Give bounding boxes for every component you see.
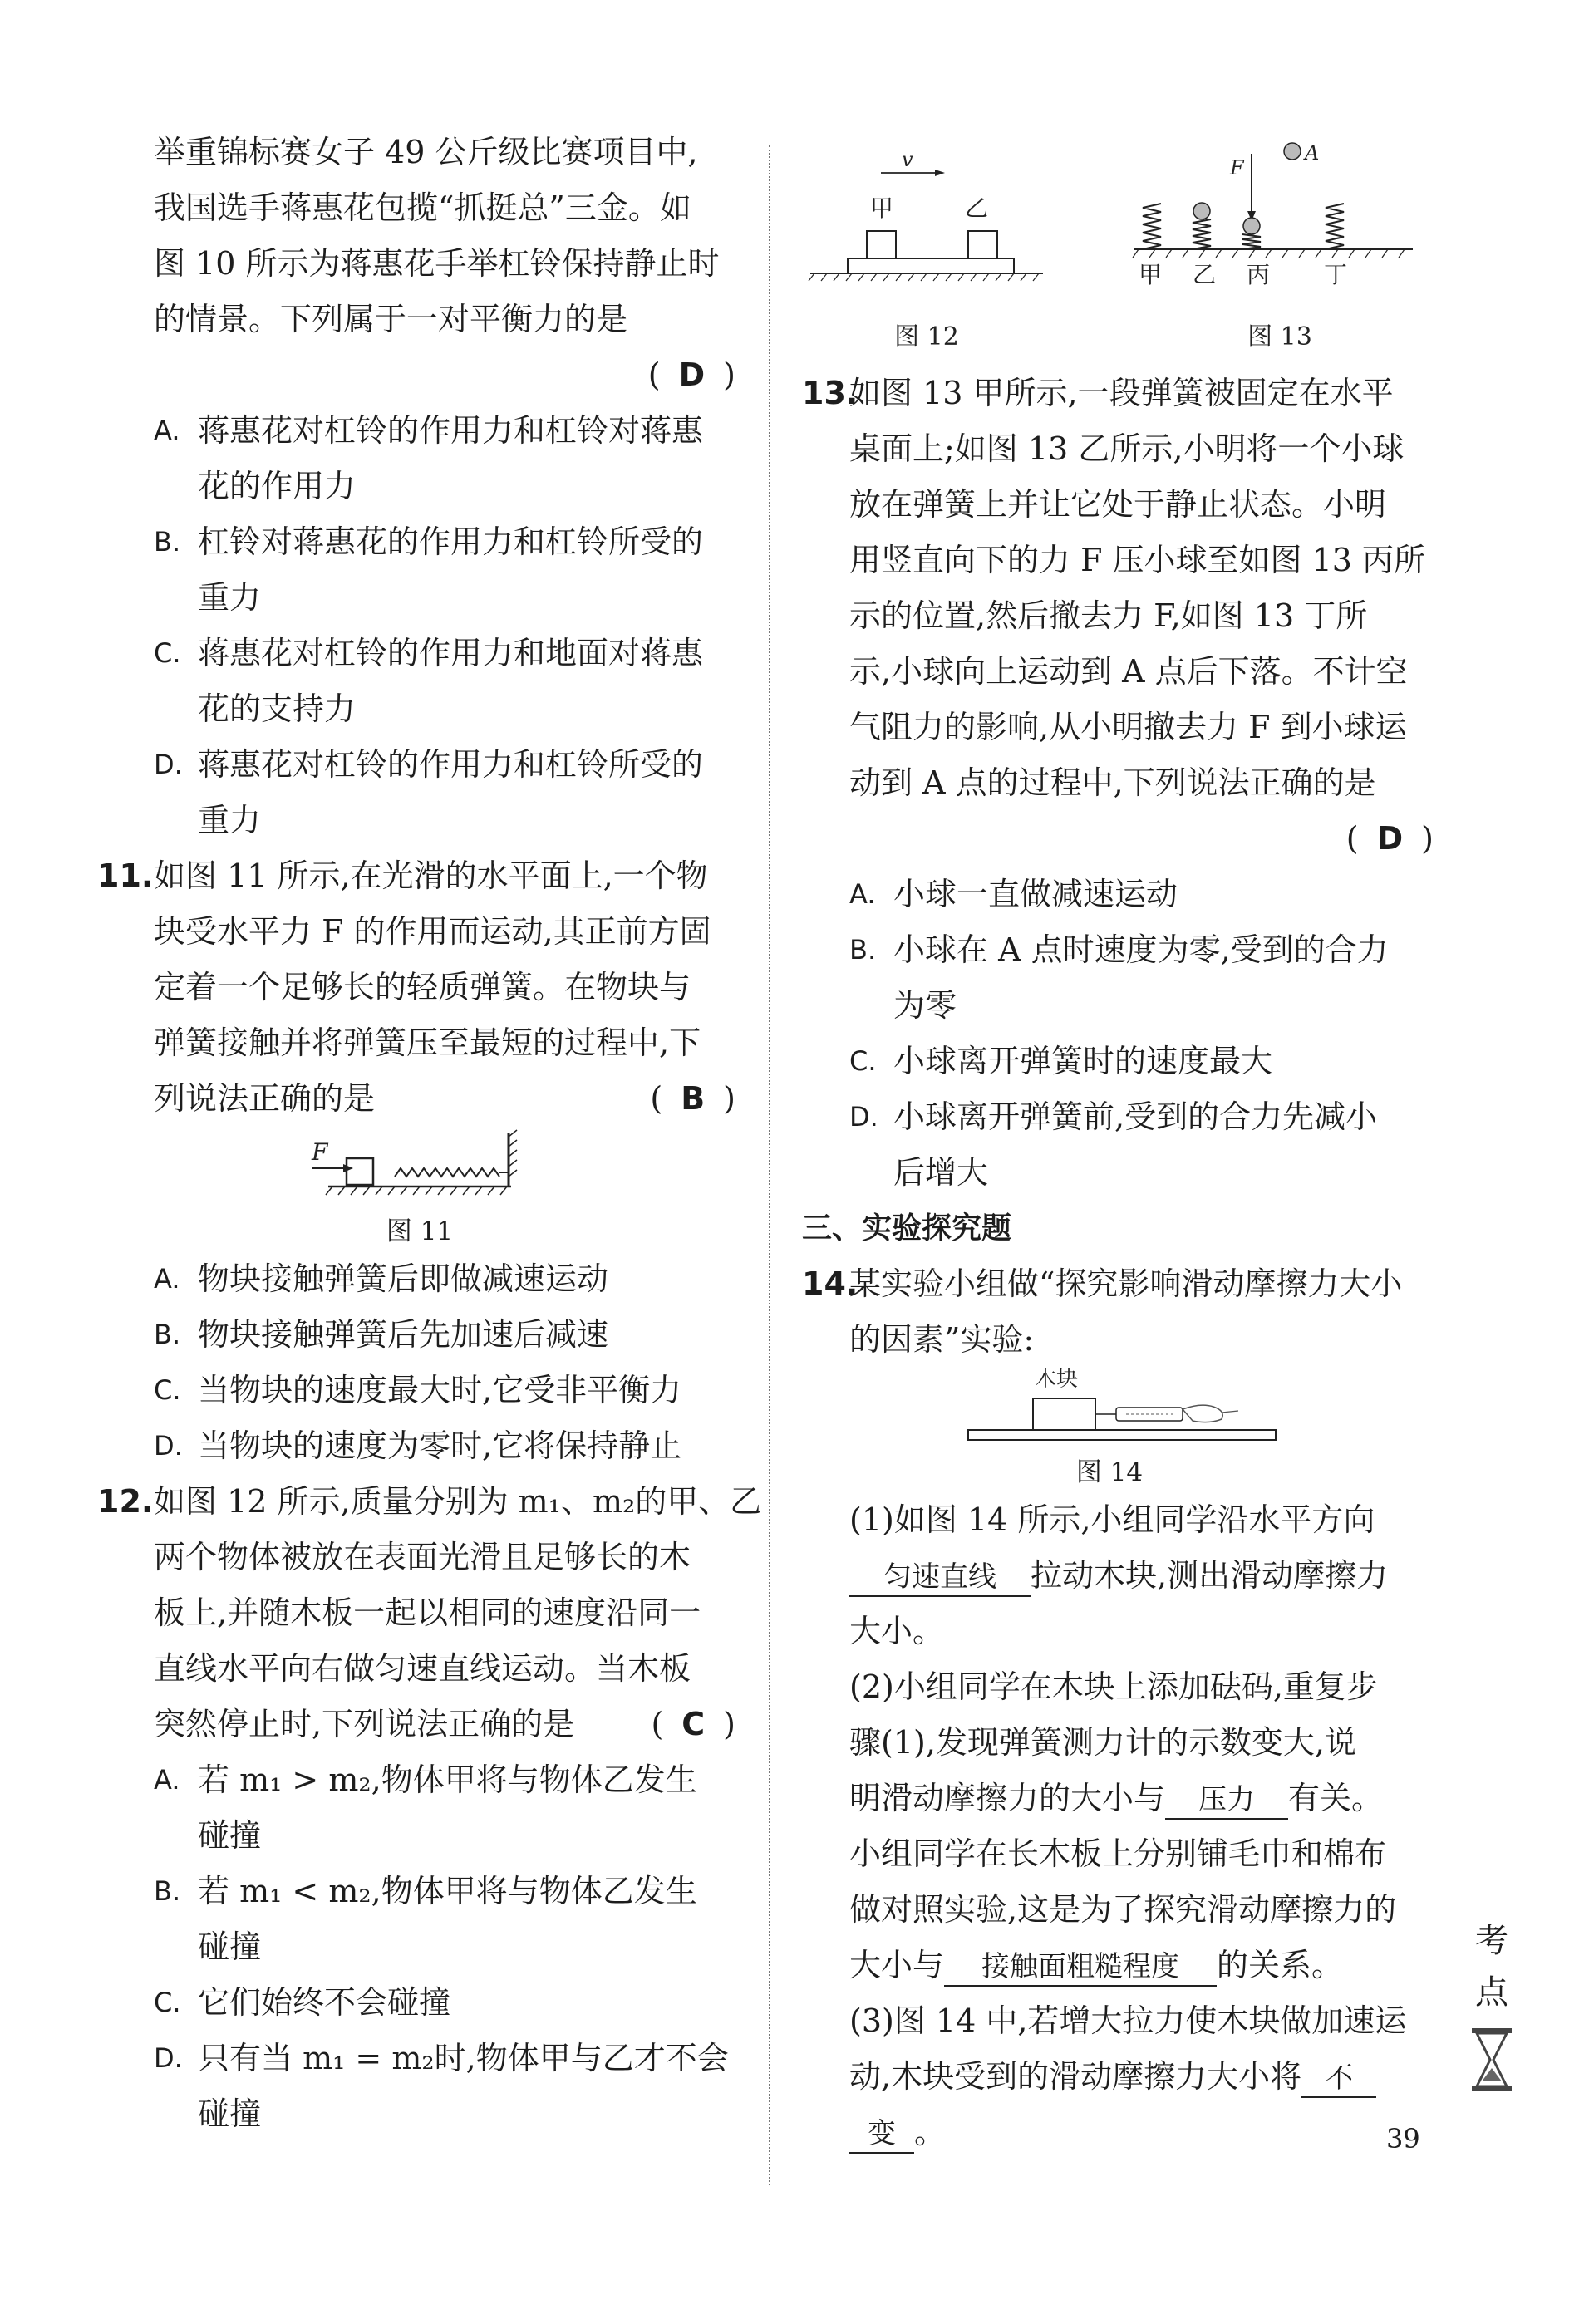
q13-option-d: D. 小球离开弹簧前,受到的合力先减小 — [849, 1098, 1378, 1135]
spring-yi — [1193, 219, 1211, 249]
q11-line: 弹簧接触并将弹簧压至最短的过程中,下 — [154, 1024, 701, 1061]
q12-line: 两个物体被放在表面光滑且足够长的木 — [154, 1539, 691, 1575]
q11-option-c: C. 当物块的速度最大时,它受非平衡力 — [154, 1372, 682, 1408]
q10-option-c-cont: 花的支持力 — [198, 690, 357, 727]
figure-14-caption: 图 14 — [1075, 1457, 1144, 1487]
long-board — [968, 1430, 1276, 1440]
answer-blank-4a: 不 — [1301, 2060, 1376, 2098]
q13-line: 示,小球向上运动到 A 点后下落。不计空 — [849, 653, 1408, 690]
figure-11-caption: 图 11 — [386, 1216, 454, 1246]
figure-11 — [154, 1127, 735, 1251]
spring — [395, 1168, 499, 1177]
figure-14 — [802, 1368, 1434, 1492]
spring-bing — [1242, 234, 1261, 249]
fig13-label-ding: 丁 — [1324, 261, 1348, 288]
figure-14-drawing — [802, 1361, 1434, 1452]
force-arrowhead — [343, 1164, 353, 1172]
q11-option-a: A. 物块接触弹簧后即做减速运动 — [154, 1260, 609, 1297]
q12-line: 突然停止时,下列说法正确的是 ( C ) — [154, 1697, 735, 1752]
q14-part1-line2: 匀速直线 拉动木块,测出滑动摩擦力 — [849, 1548, 1434, 1604]
fig12-label-jia: 甲 — [870, 194, 894, 222]
q11-line: 块受水平力 F 的作用而运动,其正前方固 — [154, 913, 711, 950]
q14-part3-line3: 变 。 — [849, 2105, 1434, 2160]
fig12-caption: 图 12 — [894, 322, 959, 351]
hourglass-icon — [1467, 2027, 1517, 2093]
q10-answer: ( D ) — [647, 356, 735, 393]
right-column — [802, 366, 1434, 2160]
ball-yi — [1193, 203, 1210, 219]
side-tab-char-1: 考 — [1475, 1922, 1508, 1960]
answer-blank-2: 压力 — [1165, 1781, 1288, 1820]
section-heading: 三、实验探究题 — [802, 1211, 1012, 1246]
answer-blank-1: 匀速直线 — [849, 1559, 1031, 1597]
q12-option-b-cont: 碰撞 — [198, 1928, 262, 1965]
fig14-block-label: 木块 — [1035, 1367, 1079, 1392]
q14-line: 的因素”实验: — [849, 1321, 1035, 1358]
q10-line: 的情景。下列属于一对平衡力的是 — [154, 301, 628, 337]
ball-bing — [1243, 218, 1260, 234]
q12-option-d: D. 只有当 m₁ = m₂时,物体甲与乙才不会 — [154, 2040, 729, 2076]
fig13-caption: 图 13 — [1247, 322, 1312, 351]
q10-line: 我国选手蒋惠花包揽“抓挺总”三金。如 — [154, 189, 691, 226]
q11-answer: ( B ) — [650, 1080, 735, 1117]
q14-part1: (1)如图 14 所示,小组同学沿水平方向 — [849, 1501, 1375, 1538]
q12-stem: 12. 如图 12 所示,质量分别为 m₁、m₂的甲、乙 — [97, 1483, 762, 1520]
board — [848, 258, 1014, 273]
q11-stem: 11. 如图 11 所示,在光滑的水平面上,一个物 — [97, 857, 708, 894]
q14-part1-line3: 大小。 — [849, 1613, 945, 1649]
q12-option-b: B. 若 m₁ < m₂,物体甲将与物体乙发生 — [154, 1873, 697, 1909]
side-tab-char-2: 点 — [1475, 1973, 1508, 2012]
q13-answer-line — [802, 811, 1434, 867]
q10-line: 举重锦标赛女子 49 公斤级比赛项目中, — [154, 134, 698, 170]
fig13-label-yi: 乙 — [1193, 261, 1217, 288]
answer-blank-3: 接触面粗糙程度 — [944, 1948, 1217, 1987]
q13-option-b-cont: 为零 — [893, 987, 957, 1024]
q13-answer: ( D ) — [1345, 820, 1434, 857]
q14-part2-line: 明滑动摩擦力的大小与 压力 有关。 — [849, 1771, 1434, 1826]
q14-part2-line: 小组同学在长木板上分别铺毛巾和棉布 — [849, 1835, 1387, 1872]
block-yi — [968, 231, 997, 258]
q14-stem: 14. 某实验小组做“探究影响滑动摩擦力大小 — [802, 1265, 1403, 1302]
spring-ding — [1326, 204, 1344, 249]
fig13-label-bing: 丙 — [1247, 261, 1271, 288]
q14-part2-line: 做对照实验,这是为了探究滑动摩擦力的 — [849, 1891, 1397, 1928]
q12-line: 直线水平向右做匀速直线运动。当木板 — [154, 1650, 691, 1687]
force-label: F — [312, 1138, 328, 1166]
q10-answer-line — [154, 347, 735, 403]
answer-blank-4b: 变 — [849, 2115, 914, 2154]
q14-part2-line: 骤(1),发现弹簧测力计的示数变大,说 — [849, 1724, 1356, 1761]
q14-part3-line2: 动,木块受到的滑动摩擦力大小将 不 — [849, 2049, 1434, 2105]
fig13-label-jia: 甲 — [1139, 261, 1163, 288]
fig13-force-label: F — [1230, 156, 1244, 179]
q13-line: 桌面上;如图 13 乙所示,小明将一个小球 — [849, 430, 1405, 467]
q12-option-d-cont: 碰撞 — [198, 2096, 262, 2132]
q13-line: 气阻力的影响,从小明撤去力 F 到小球运 — [849, 709, 1407, 745]
wood-block — [1033, 1398, 1095, 1430]
block — [347, 1158, 373, 1185]
q10-option-d-cont: 重力 — [198, 802, 262, 838]
q12-answer: ( C ) — [651, 1706, 735, 1742]
velocity-arrowhead — [935, 170, 945, 176]
q14-part3: (3)图 14 中,若增大拉力使木块做加速运 — [849, 2002, 1407, 2039]
q12-option-a-cont: 碰撞 — [198, 1817, 262, 1854]
q13-option-b: B. 小球在 A 点时速度为零,受到的合力 — [849, 931, 1389, 968]
q11-option-b: B. 物块接触弹簧后先加速后减速 — [154, 1316, 609, 1353]
q13-line: 用竖直向下的力 F 压小球至如图 13 丙所 — [849, 542, 1426, 578]
q13-stem: 13. 如图 13 甲所示,一段弹簧被固定在水平 — [802, 375, 1394, 411]
spring-jia — [1143, 204, 1161, 249]
column-divider — [769, 145, 770, 2185]
ground-hatch — [326, 1187, 507, 1195]
q10-option-b-cont: 重力 — [198, 579, 262, 616]
hand-finger — [1222, 1411, 1238, 1413]
q10-option-a-cont: 花的作用力 — [198, 468, 357, 504]
side-tab — [1463, 1915, 1521, 2108]
q14-part2: (2)小组同学在木块上添加砝码,重复步 — [849, 1668, 1378, 1705]
q13-line: 动到 A 点的过程中,下列说法正确的是 — [849, 764, 1376, 801]
q11-line: 定着一个足够长的轻质弹簧。在物块与 — [154, 969, 691, 1005]
q12-line: 板上,并随木板一起以相同的速度沿同一 — [154, 1594, 701, 1631]
q13-line: 放在弹簧上并让它处于静止状态。小明 — [849, 486, 1387, 523]
point-a-label: A — [1305, 141, 1320, 165]
hand — [1183, 1405, 1222, 1422]
q13-option-a: A. 小球一直做减速运动 — [849, 876, 1178, 912]
figures-12-13 — [802, 133, 1434, 357]
fig12-label-yi: 乙 — [965, 194, 989, 222]
q10-option-a: A. 蒋惠花对杠铃的作用力和杠铃对蒋惠 — [154, 412, 704, 449]
q12-option-c: C. 它们始终不会碰撞 — [154, 1984, 451, 2021]
q10-option-d: D. 蒋惠花对杠铃的作用力和杠铃所受的 — [154, 746, 704, 783]
q12-option-a: A. 若 m₁ > m₂,物体甲将与物体乙发生 — [154, 1761, 697, 1798]
q13-option-d-cont: 后增大 — [893, 1154, 989, 1191]
fig12-ground-hatch — [809, 273, 1039, 281]
page-number: 39 — [1386, 2123, 1420, 2154]
ball-ding — [1284, 143, 1301, 160]
q13-line: 示的位置,然后撤去力 F,如图 13 丁所 — [849, 597, 1368, 634]
q10-option-b: B. 杠铃对蒋惠花的作用力和杠铃所受的 — [154, 523, 704, 560]
table-hatch — [1133, 249, 1405, 258]
q10-option-c: C. 蒋惠花对杠铃的作用力和地面对蒋惠 — [154, 635, 704, 671]
figure-11-drawing — [154, 1127, 735, 1210]
block-jia — [867, 231, 896, 258]
q11-line: 列说法正确的是 ( B ) — [154, 1071, 735, 1127]
q10-line: 图 10 所示为蒋惠花手举杠铃保持静止时 — [154, 245, 720, 282]
q11-option-d: D. 当物块的速度为零时,它将保持静止 — [154, 1427, 682, 1464]
q13-option-c: C. 小球离开弹簧时的速度最大 — [849, 1043, 1273, 1079]
left-column — [97, 125, 762, 2142]
q14-part2-line: 大小与 接触面粗糙程度 的关系。 — [849, 1938, 1434, 1993]
velocity-label: v — [902, 148, 913, 171]
